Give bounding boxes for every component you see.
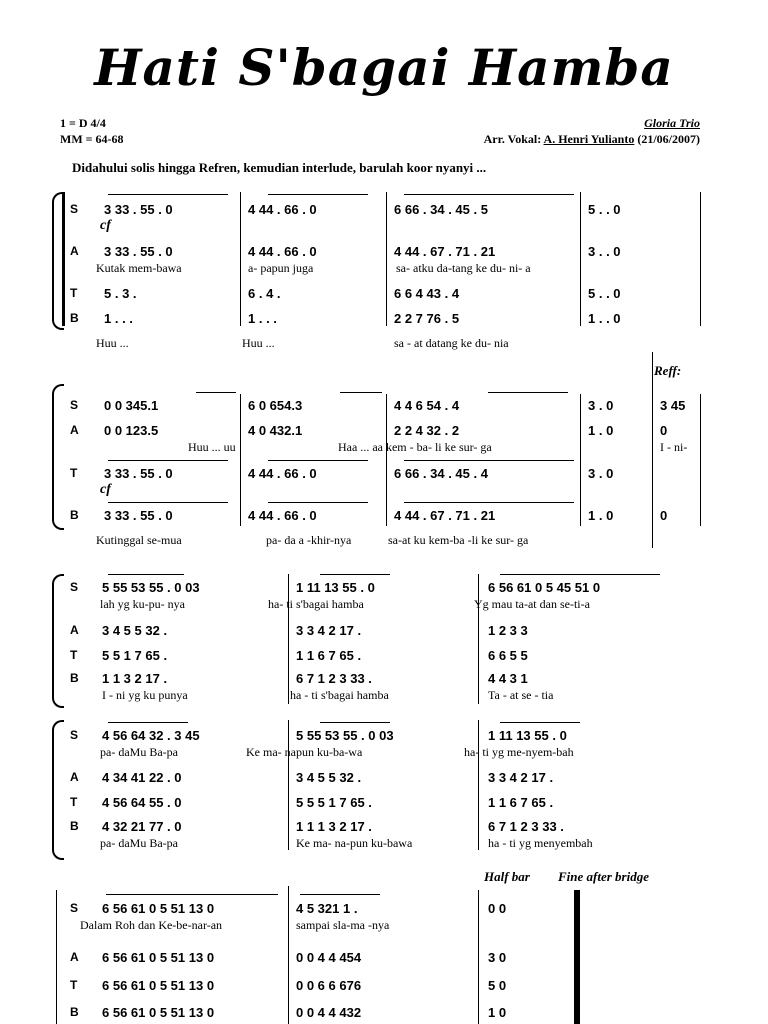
- voice-s: S: [70, 202, 79, 216]
- lyrics: ha- ti s'bagai hamba: [268, 597, 364, 611]
- key-signature: 1 = D 4/4: [60, 116, 106, 130]
- notes-s-m3: 4 4 6 54 . 4: [394, 398, 460, 413]
- notes-s-m1: 5 55 53 55 . 0 03: [102, 580, 200, 595]
- lyrics: Huu ... uu: [188, 440, 236, 454]
- beam: [404, 502, 574, 503]
- lyrics: Kutinggal se-mua: [96, 533, 182, 547]
- notes-b-m2: 1 1 1 3 2 17 .: [296, 819, 372, 834]
- lyrics: I - ni yg ku punya: [102, 688, 188, 702]
- beam: [340, 392, 382, 393]
- performance-instructions: Didahului solis hingga Refren, kemudian interlude, barulah koor nyanyi ...: [72, 160, 487, 175]
- notes-s-m4: 5 . . 0: [588, 202, 621, 217]
- bar-line: [288, 720, 289, 850]
- fine-label: Fine after bridge: [558, 869, 649, 884]
- notes-t-m1: 4 56 64 55 . 0: [102, 795, 182, 810]
- voice-s: S: [70, 580, 79, 594]
- beam: [404, 194, 574, 195]
- bar-line: [580, 192, 581, 326]
- notes-s-m1: 0 0 345.1: [104, 398, 159, 413]
- bar-line: [652, 352, 653, 548]
- voice-a: A: [70, 423, 79, 437]
- notes-a-m1: 3 4 5 5 32 .: [102, 623, 168, 638]
- voice-t: T: [70, 286, 78, 300]
- notes-s-m3: 0 0: [488, 901, 507, 916]
- beam: [404, 460, 574, 461]
- notes-a-m2: 3 3 4 2 17 .: [296, 623, 362, 638]
- bar-line: [580, 394, 581, 526]
- beam: [300, 894, 380, 895]
- notes-s-m3: 6 56 61 0 5 45 51 0: [488, 580, 601, 595]
- lyrics: Kutak mem-bawa: [96, 261, 182, 275]
- beam: [320, 574, 390, 575]
- lyrics: a- papun juga: [248, 261, 314, 275]
- notes-t-m1: 5 . 3 .: [104, 286, 137, 301]
- tempo-marking: MM = 64-68: [60, 132, 124, 146]
- lyrics: sa - at datang ke du- nia: [394, 336, 509, 350]
- notes-s-m2: 4 5 321 1 .: [296, 901, 358, 916]
- beam: [108, 460, 228, 461]
- notes-t-m3: 6 6 5 5: [488, 648, 528, 663]
- beam: [500, 574, 660, 575]
- notes-b-m3: 1 0: [488, 1005, 507, 1020]
- voice-a: A: [70, 623, 79, 637]
- beam: [268, 194, 368, 195]
- lyrics: Huu ...: [242, 336, 275, 350]
- lyrics: lah yg ku-pu- nya: [100, 597, 185, 611]
- bar-line: [288, 886, 289, 1024]
- lyrics: ha - ti yg menyembah: [488, 836, 593, 850]
- notes-s-m2: 1 11 13 55 . 0: [296, 580, 375, 595]
- notes-b-m4: 1 . . 0: [588, 311, 621, 326]
- voice-b: B: [70, 819, 79, 833]
- voice-t: T: [70, 978, 78, 992]
- start-bar: [62, 192, 65, 326]
- notes-b-m3: 4 4 3 1: [488, 671, 528, 686]
- system-brace: [52, 720, 64, 860]
- notes-t-m1: 5 5 1 7 65 .: [102, 648, 168, 663]
- half-bar-label: Half bar: [484, 869, 530, 884]
- notes-s-m2: 5 55 53 55 . 0 03: [296, 728, 394, 743]
- bar-line: [700, 192, 701, 326]
- beam: [320, 722, 390, 723]
- beam: [268, 460, 368, 461]
- voice-a: A: [70, 950, 79, 964]
- notes-b-m4: 1 . 0: [588, 508, 614, 523]
- bar-line: [478, 890, 479, 1024]
- notes-b-m1: 1 . . .: [104, 311, 133, 326]
- beam: [108, 722, 188, 723]
- notes-a-m2: 3 4 5 5 32 .: [296, 770, 362, 785]
- system-brace: [52, 384, 64, 530]
- notes-t-m4: 5 . . 0: [588, 286, 621, 301]
- notes-s-m1: 6 56 61 0 5 51 13 0: [102, 901, 215, 916]
- notes-t-m3: 1 1 6 7 65 .: [488, 795, 554, 810]
- lyrics: pa- da a -khir-nya: [266, 533, 352, 547]
- final-bar: [574, 890, 580, 1024]
- bar-line: [386, 192, 387, 326]
- system-brace: [52, 574, 64, 708]
- composer: Gloria Trio: [644, 116, 700, 130]
- lyrics: sa-at ku kem-ba -li ke sur- ga: [388, 533, 529, 547]
- notes-a-m1: 6 56 61 0 5 51 13 0: [102, 950, 215, 965]
- beam: [196, 392, 236, 393]
- lyrics: Dalam Roh dan Ke-be-nar-an: [80, 918, 223, 932]
- notes-a-m1: 3 33 . 55 . 0: [104, 244, 173, 259]
- lyrics: Ke ma- napun ku-ba-wa: [246, 745, 363, 759]
- lyrics: Ke ma- na-pun ku-bawa: [296, 836, 413, 850]
- lyrics: Yg mau ta-at dan se-ti-a: [474, 597, 590, 611]
- voice-a: A: [70, 770, 79, 784]
- beam: [108, 502, 228, 503]
- notes-a-m3: 1 2 3 3: [488, 623, 528, 638]
- reff-label: Reff:: [654, 363, 682, 378]
- bar-line: [700, 394, 701, 526]
- notes-b-m3: 2 2 7 76 . 5: [394, 311, 460, 326]
- arr-date: (21/06/2007): [634, 132, 700, 146]
- lyrics: pa- daMu Ba-pa: [100, 836, 178, 850]
- notes-t-m3: 6 6 4 43 . 4: [394, 286, 460, 301]
- notes-b-m1: 3 33 . 55 . 0: [104, 508, 173, 523]
- voice-t: T: [70, 795, 78, 809]
- lyrics: ha- ti yg me-nyem-bah: [464, 745, 574, 759]
- notes-t-m2: 6 . 4 .: [248, 286, 281, 301]
- voice-s: S: [70, 728, 79, 742]
- beam: [500, 722, 580, 723]
- notes-s-m5: 3 45: [660, 398, 686, 413]
- beam: [106, 894, 278, 895]
- voice-s: S: [70, 901, 79, 915]
- beam: [108, 194, 228, 195]
- notes-s-m1: 4 56 64 32 . 3 45: [102, 728, 200, 743]
- notes-a-m3: 3 3 4 2 17 .: [488, 770, 554, 785]
- dynamic-cf: cf: [100, 482, 111, 497]
- notes-b-m1: 6 56 61 0 5 51 13 0: [102, 1005, 215, 1020]
- voice-a: A: [70, 244, 79, 258]
- notes-s-m3: 1 11 13 55 . 0: [488, 728, 567, 743]
- notes-b-m2: 4 44 . 66 . 0: [248, 508, 317, 523]
- notes-a-m4: 3 . . 0: [588, 244, 621, 259]
- notes-b-m2: 0 0 4 4 432: [296, 1005, 362, 1020]
- lyrics: pa- daMu Ba-pa: [100, 745, 178, 759]
- notes-a-m1: 0 0 123.5: [104, 423, 159, 438]
- bar-line: [478, 720, 479, 850]
- arranger-name: A. Henri Yulianto: [543, 132, 635, 146]
- song-title: Hati S'bagai Hamba: [94, 38, 674, 97]
- bar-line: [478, 574, 479, 704]
- arranger-line: [484, 132, 700, 147]
- beam: [488, 392, 568, 393]
- bar-line: [240, 192, 241, 326]
- notes-b-m3: 4 44 . 67 . 71 . 21: [394, 508, 496, 523]
- lyrics: sampai sla-ma -nya: [296, 918, 390, 932]
- notes-b-m5: 0: [660, 508, 668, 523]
- notes-s-m3: 6 66 . 34 . 45 . 5: [394, 202, 488, 217]
- notes-t-m1: 3 33 . 55 . 0: [104, 466, 173, 481]
- notes-s-m4: 3 . 0: [588, 398, 614, 413]
- notes-t-m3: 6 66 . 34 . 45 . 4: [394, 466, 488, 481]
- lyrics: Ta - at se - tia: [488, 688, 554, 702]
- notes-a-m2: 0 0 4 4 454: [296, 950, 362, 965]
- notes-t-m1: 6 56 61 0 5 51 13 0: [102, 978, 215, 993]
- bar-line: [386, 394, 387, 526]
- notes-b-m1: 4 32 21 77 . 0: [102, 819, 182, 834]
- notes-a-m5: 0: [660, 423, 668, 438]
- voice-b: B: [70, 508, 79, 522]
- notes-b-m2: 1 . . .: [248, 311, 277, 326]
- notes-a-m3: 2 2 4 32 . 2: [394, 423, 460, 438]
- notes-b-m3: 6 7 1 2 3 33 .: [488, 819, 564, 834]
- lyrics: I - ni-: [660, 440, 688, 454]
- notes-a-m2: 4 44 . 66 . 0: [248, 244, 317, 259]
- lyrics: Haa ... aa kem - ba- li ke sur- ga: [338, 440, 492, 454]
- notes-s-m1: 3 33 . 55 . 0: [104, 202, 173, 217]
- notes-a-m3: 4 44 . 67 . 71 . 21: [394, 244, 496, 259]
- notes-b-m2: 6 7 1 2 3 33 .: [296, 671, 372, 686]
- voice-b: B: [70, 1005, 79, 1019]
- notes-t-m2: 1 1 6 7 65 .: [296, 648, 362, 663]
- voice-s: S: [70, 398, 79, 412]
- notes-t-m3: 5 0: [488, 978, 507, 993]
- beam: [108, 574, 184, 575]
- notes-s-m2: 6 0 654.3: [248, 398, 303, 413]
- voice-b: B: [70, 311, 79, 325]
- notes-a-m1: 4 34 41 22 . 0: [102, 770, 182, 785]
- notes-b-m1: 1 1 3 2 17 .: [102, 671, 168, 686]
- bar-line: [240, 394, 241, 526]
- voice-t: T: [70, 648, 78, 662]
- voice-t: T: [70, 466, 78, 480]
- bar-line: [56, 890, 57, 1024]
- lyrics: ha - ti s'bagai hamba: [290, 688, 389, 702]
- voice-b: B: [70, 671, 79, 685]
- notes-a-m4: 1 . 0: [588, 423, 614, 438]
- notes-s-m2: 4 44 . 66 . 0: [248, 202, 317, 217]
- notes-t-m2: 0 0 6 6 676: [296, 978, 362, 993]
- bar-line: [288, 574, 289, 704]
- notes-a-m2: 4 0 432.1: [248, 423, 303, 438]
- notes-t-m2: 4 44 . 66 . 0: [248, 466, 317, 481]
- arr-prefix: Arr. Vokal:: [483, 132, 544, 146]
- lyrics: Huu ...: [96, 336, 129, 350]
- lyrics: sa- atku da-tang ke du- ni- a: [396, 261, 531, 275]
- notes-t-m2: 5 5 5 1 7 65 .: [296, 795, 372, 810]
- notes-t-m4: 3 . 0: [588, 466, 614, 481]
- beam: [268, 502, 368, 503]
- notes-a-m3: 3 0: [488, 950, 507, 965]
- dynamic-cf: cf: [100, 218, 111, 233]
